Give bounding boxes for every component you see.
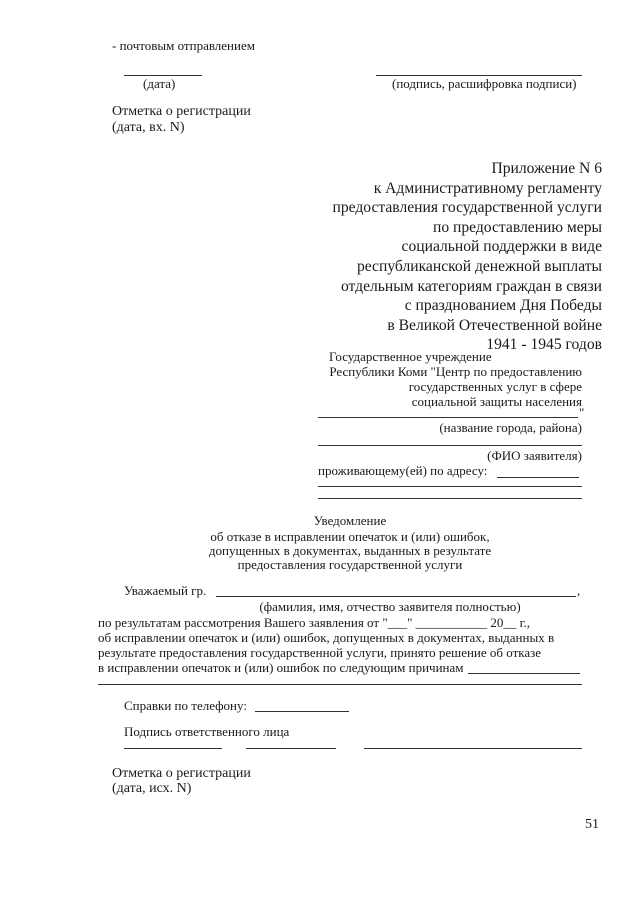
postal-option: - почтовым отправлением [112,38,255,53]
addressee-line4: социальной защиты населения [411,394,582,409]
official-signature-label: Подпись ответственного лица [124,724,290,739]
appendix-header [302,159,602,355]
reason-line [468,673,580,674]
signature-caption: (подпись, расшифровка подписи) [392,76,577,91]
appendix-line: социальной поддержки в виде [401,238,602,256]
notice-subtitle-3: предоставления государственной услуги [237,557,463,572]
registration-mark-out-details: (дата, исх. N) [112,781,192,796]
address-line [497,477,579,478]
notice-title: Уведомление [313,513,387,528]
date-caption: (дата) [143,76,176,91]
addressee-line2: Республики Коми "Центр по предоставлению [329,364,582,379]
appendix-line: 1941 - 1945 годов [486,336,602,354]
greeting: Уважаемый гр. [124,583,207,598]
name-caption: (фамилия, имя, отчество заявителя полностью) [259,599,521,614]
registration-mark-in: Отметка о регистрации [112,104,251,119]
addressee-line3: государственных услуг в сфере [408,379,582,394]
registration-mark-out: Отметка о регистрации [112,766,251,781]
name-decryption-line [364,748,582,749]
appendix-line: отдельным категориям граждан в связи [340,277,602,295]
address-line-2 [318,486,582,487]
position-line [124,748,222,749]
name-line [216,596,576,597]
closing-quote: " [579,405,585,420]
appendix-line: к Административному регламенту [373,179,602,197]
body-paragraph-4: в исправлении опечаток и (или) ошибок по следующим причинам [98,660,464,675]
fio-line [318,445,582,446]
body-paragraph-2: об исправлении опечаток и (или) ошибок, допущенных в документах, выданных в [98,630,555,645]
fio-caption: (ФИО заявителя) [487,448,582,463]
appendix-line: в Великой Отечественной войне [387,316,602,334]
appendix-line: предоставления государственной услуги [332,199,602,217]
greeting-comma: , [577,583,581,598]
body-paragraph-3: результате предоставления государственной услуги, принято решение об отказе [98,645,542,660]
phone-line [255,711,349,712]
notice-subtitle-2: допущенных в документах, выданных в результате [208,543,492,558]
city-line [318,417,578,418]
appendix-line: республиканской денежной выплаты [356,257,602,275]
city-caption: (название города, района) [439,420,582,435]
reason-line-2 [98,684,582,685]
signature-line-2 [246,748,336,749]
address-line-3 [318,498,582,499]
appendix-line: по предоставлению меры [432,218,602,236]
phone-label: Справки по телефону: [124,698,247,713]
appendix-line: с празднованием Дня Победы [404,297,602,315]
address-label: проживающему(ей) по адресу: [318,463,488,478]
appendix-line: Приложение N 6 [491,160,602,177]
registration-mark-in-details: (дата, вх. N) [112,120,185,135]
body-paragraph-1: по результатам рассмотрения Вашего заявления от "___" ___________ 20__ г., [98,615,531,630]
addressee-line1: Государственное учреждение [329,349,492,364]
notice-subtitle-1: об отказе в исправлении опечаток и (или) ошибок, [210,529,490,544]
page-number: 51 [585,817,599,832]
